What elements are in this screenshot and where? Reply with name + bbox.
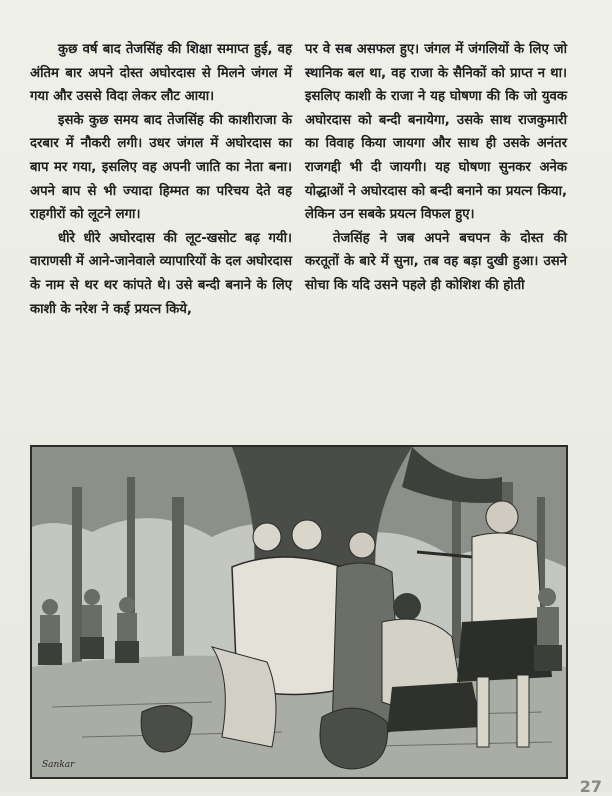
paragraph: पर वे सब असफल हुए। जंगल में जंगलियों के लिए जो स्थानिक बल था, वह राजा के सैनिकों को प्राप्त न था। इसलिए काशी के राजा ने यह घोषणा की कि जो युवक अघोरदास को बन्दी बनायेगा, उसके साथ राजकुमारी का विवाह किया जायगा और साथ ही उसके अनंतर राजगद्दी भी दी जायगी। यह घोषणा सुनकर अनेक योद्धाओं ने अघोरदास को बन्दी बनाने का प्रयत्न किया, लेकिन उन सबके प्रयत्न विफल हुए। [305,42,567,223]
paragraph: तेजसिंह ने जब अपने बचपन के दोस्त की करतूतों के बारे में सुना, तब वह बड़ा दुखी हुआ। उसने सोचा कि यदि उसने पहले ही कोशिश की होती [305,230,567,293]
page-number: 27 [579,777,602,796]
paragraph: इसके कुछ समय बाद तेजसिंह की काशीराजा के दरबार में नौकरी लगी। उधर जंगल में अघोरदास का बाप मर गया, इसलिए वह अपनी जाति का नेता बना। अपने बाप से भी ज्यादा हिम्मत का परिचय देते वह राहगीरों को लूटने लगा। [30,112,292,223]
text-column-left [30,38,292,321]
forest-robbery-scene [32,447,566,777]
paragraph: धीरे धीरे अघोरदास की लूट-खसोट बढ़ गयी। वाराणसी में आने-जानेवाले व्यापारियों के दल अघोरदास के नाम से थर थर कांपते थे। उसे बन्दी बनाने के लिए काशी के नरेश ने कई प्रयत्न किये, [30,230,292,317]
text-column-right [305,38,567,298]
story-illustration [30,445,568,779]
artist-signature: Sankar [42,760,75,770]
paragraph: कुछ वर्ष बाद तेजसिंह की शिक्षा समाप्त हुई, वह अंतिम बार अपने दोस्त अघोरदास से मिलने जंगल में गया और उससे विदा लेकर लौट आया। [30,42,292,105]
